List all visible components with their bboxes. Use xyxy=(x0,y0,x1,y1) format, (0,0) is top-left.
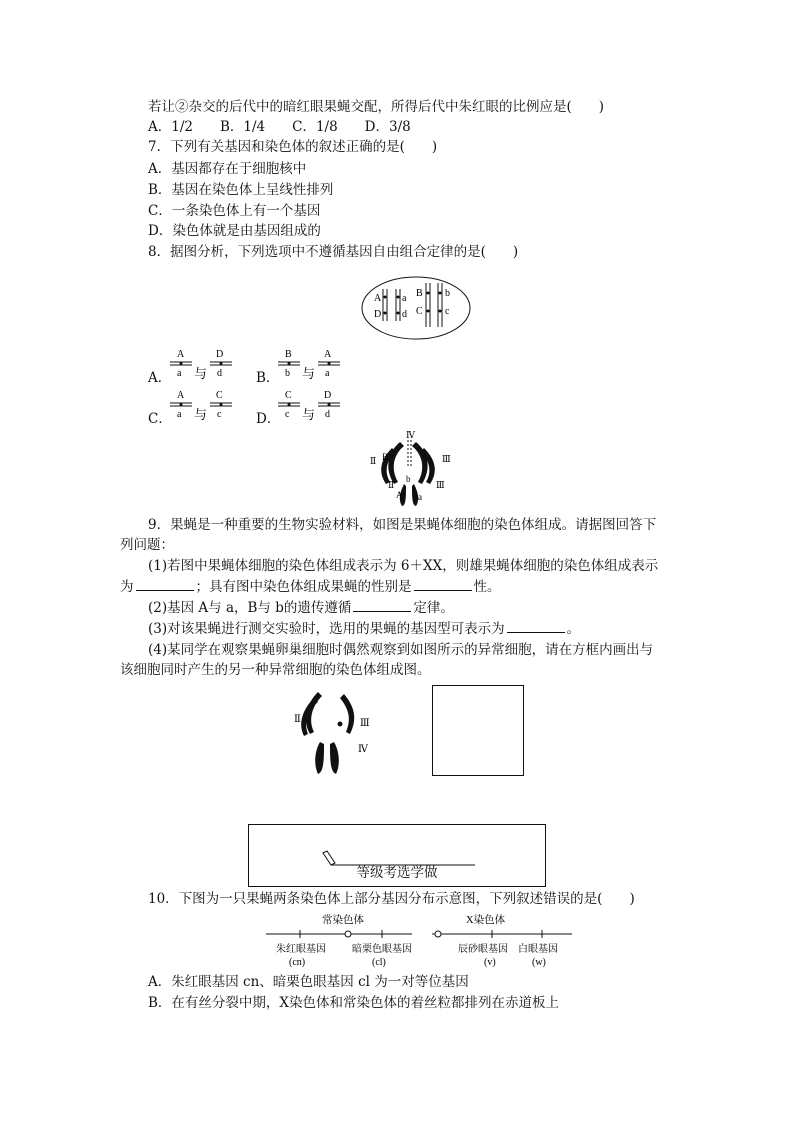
banner-title: 等级考选学做 xyxy=(356,865,438,881)
svg-text:A: A xyxy=(324,349,332,360)
svg-text:Ⅱ: Ⅱ xyxy=(388,480,395,490)
svg-text:c: c xyxy=(285,409,290,420)
svg-text:Ⅳ: Ⅳ xyxy=(358,744,368,755)
svg-text:辰砂眼基因: 辰砂眼基因 xyxy=(458,944,508,955)
svg-text:D: D xyxy=(216,349,224,360)
q8-option-b-figure xyxy=(276,346,346,386)
q8-stem: 8．据图分析，下列选项中不遵循基因自由组合定律的是( ) xyxy=(148,244,519,260)
svg-text:a: a xyxy=(418,492,422,502)
q8-option-b-label: B． xyxy=(256,370,280,386)
q8-option-d-label: D． xyxy=(256,411,281,427)
q7-option-b: B．基因在染色体上呈线性排列 xyxy=(148,182,334,198)
svg-text:Ⅱ: Ⅱ xyxy=(294,714,301,725)
svg-text:(v): (v) xyxy=(484,957,496,968)
q9-stem-line2: 列问题： xyxy=(120,537,174,553)
q8-cell-diagram xyxy=(360,275,472,341)
q9-part1-line2: 为 ；具有图中染色体组成果蝇的性别是 性。 xyxy=(120,579,501,595)
answer-blank[interactable] xyxy=(507,620,565,633)
q6-stem: 若让②杂交的后代中的暗红眼果蝇交配，所得后代中朱红眼的比例应是( ) xyxy=(148,99,605,115)
cell-label-A: A xyxy=(374,293,382,304)
svg-text:B: B xyxy=(285,349,292,360)
svg-text:D: D xyxy=(324,390,332,401)
svg-text:a: a xyxy=(177,368,182,379)
svg-text:Ⅲ: Ⅲ xyxy=(436,480,445,490)
svg-text:d: d xyxy=(325,409,330,420)
q6-options: A．1/2 B．1/4 C．1/8 D．3/8 xyxy=(148,119,411,135)
q9-part4-line1: (4)某同学在观察果蝇卵巢细胞时偶然观察到如图所示的异常细胞，请在方框内画出与 xyxy=(148,642,654,658)
svg-text:a: a xyxy=(325,368,330,379)
cell-label-b: b xyxy=(445,288,450,299)
svg-text:朱红眼基因: 朱红眼基因 xyxy=(276,944,326,955)
section-banner xyxy=(248,824,546,887)
q7-option-d: D．染色体就是由基因组成的 xyxy=(148,223,321,239)
svg-text:b: b xyxy=(406,474,411,484)
q9-part1-line1: (1)若图中果蝇体细胞的染色体组成表示为 6＋XX，则雄果蝇体细胞的染色体组成表示 xyxy=(148,558,659,574)
cell-label-B: B xyxy=(416,288,423,299)
svg-text:与: 与 xyxy=(302,407,316,422)
q8-option-a-figure xyxy=(168,346,238,386)
svg-text:(cl): (cl) xyxy=(372,957,386,968)
cell-label-C: C xyxy=(416,306,423,317)
cell-label-d: d xyxy=(402,309,407,320)
q10-option-a: A．朱红眼基因 cn、暗栗色眼基因 cl 为一对等位基因 xyxy=(148,974,469,990)
q7-option-c: C．一条染色体上有一个基因 xyxy=(148,203,321,219)
q8-option-d-figure xyxy=(276,387,346,427)
svg-text:Ⅲ: Ⅲ xyxy=(442,454,451,464)
cell-label-D: D xyxy=(374,309,382,320)
q9-stem-line1: 9．果蝇是一种重要的生物实验材料，如图是果蝇体细胞的染色体组成。请据图回答下 xyxy=(148,517,657,533)
cell-label-c: c xyxy=(445,306,450,317)
svg-text:X染色体: X染色体 xyxy=(466,915,506,926)
abnormal-cell-figure xyxy=(292,688,376,776)
q8-option-a-label: A． xyxy=(148,370,172,386)
svg-text:A: A xyxy=(396,490,403,500)
svg-text:d: d xyxy=(217,368,222,379)
svg-text:c: c xyxy=(217,409,222,420)
svg-text:暗栗色眼基因: 暗栗色眼基因 xyxy=(352,944,412,955)
q8-option-c-figure xyxy=(168,387,238,427)
cell-label-a: a xyxy=(402,293,407,304)
q7-stem: 7．下列有关基因和染色体的叙述正确的是( ) xyxy=(148,139,438,155)
answer-blank[interactable] xyxy=(136,578,194,591)
svg-text:白眼基因: 白眼基因 xyxy=(518,944,558,955)
svg-text:a: a xyxy=(177,409,182,420)
svg-text:与: 与 xyxy=(194,366,208,381)
svg-text:与: 与 xyxy=(302,366,316,381)
svg-text:C: C xyxy=(285,390,292,401)
svg-text:A: A xyxy=(177,349,185,360)
answer-blank[interactable] xyxy=(353,599,411,612)
svg-text:(w): (w) xyxy=(532,957,546,968)
q9-part2: (2)基因 A与 a，B与 b的遗传遵循 定律。 xyxy=(148,600,454,616)
q9-part4-line2: 该细胞同时产生的另一种异常细胞的染色体组成图。 xyxy=(120,662,431,678)
svg-text:Ⅳ: Ⅳ xyxy=(406,430,415,440)
q7-option-a: A．基因都存在于细胞核中 xyxy=(148,161,307,177)
svg-text:与: 与 xyxy=(194,407,208,422)
q10-chromosome-diagram xyxy=(262,910,576,970)
svg-text:Ⅱ: Ⅱ xyxy=(370,456,377,466)
svg-text:Ⅲ: Ⅲ xyxy=(360,718,370,729)
drawing-answer-box[interactable] xyxy=(432,685,524,776)
q8-option-c-label: C． xyxy=(148,411,172,427)
fly-karyotype-figure xyxy=(364,428,454,510)
svg-text:常染色体: 常染色体 xyxy=(322,915,364,926)
q10-option-b: B．在有丝分裂中期，X染色体和常染色体的着丝粒都排列在赤道板上 xyxy=(148,995,560,1011)
svg-text:C: C xyxy=(216,390,223,401)
svg-text:b: b xyxy=(285,368,290,379)
answer-blank[interactable] xyxy=(414,578,472,591)
svg-text:(cn): (cn) xyxy=(289,957,306,968)
svg-text:A: A xyxy=(177,390,185,401)
q10-stem: 10．下图为一只果蝇两条染色体上部分基因分布示意图，下列叙述错误的是( ) xyxy=(148,891,635,907)
svg-text:B: B xyxy=(382,452,389,462)
q9-part3: (3)对该果蝇进行测交实验时，选用的果蝇的基因型可表示为 。 xyxy=(148,621,581,637)
